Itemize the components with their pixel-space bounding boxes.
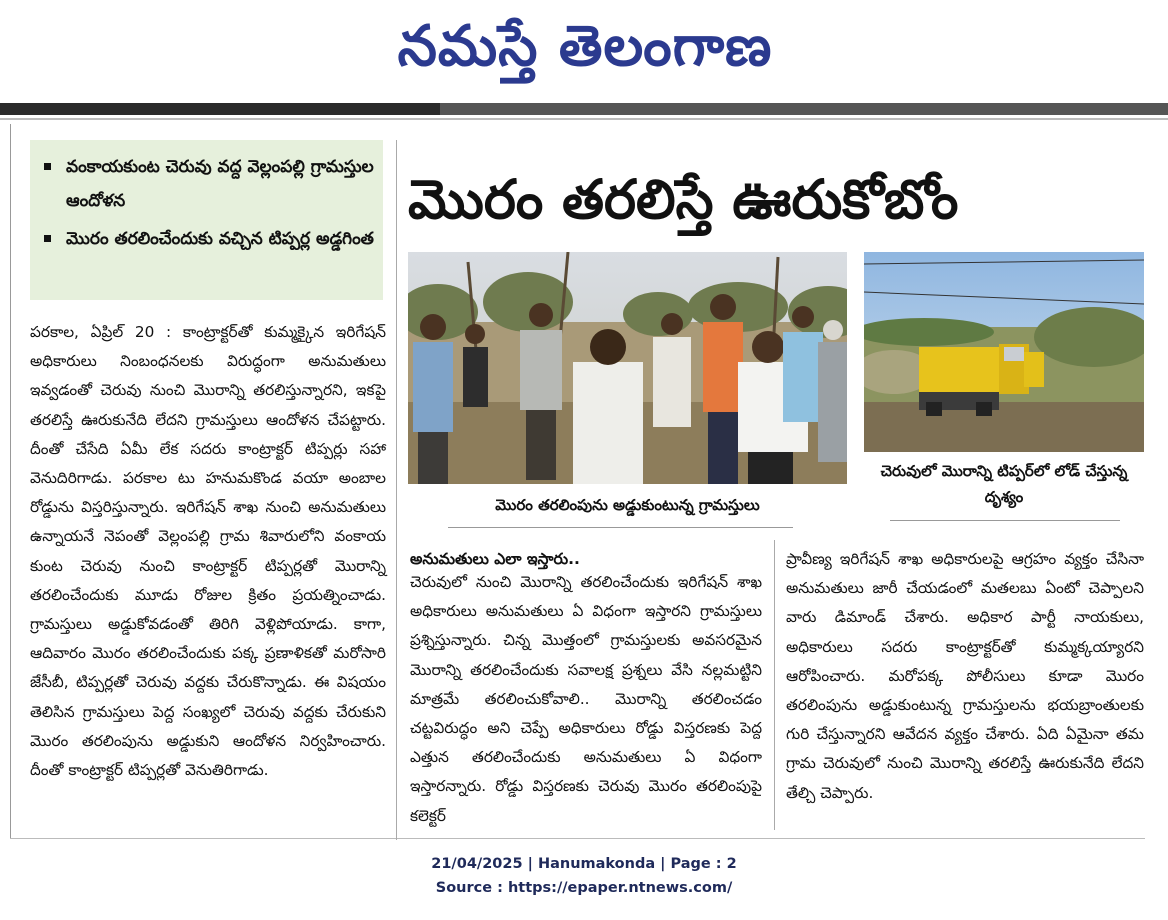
page-bottom-border: [10, 838, 1145, 839]
newspaper-logo: [360, 6, 810, 86]
column-divider: [774, 540, 775, 830]
photo-villagers-protest: [408, 252, 847, 484]
caption-rule: [448, 527, 793, 528]
bullet-icon: [44, 235, 51, 242]
masthead-rule: [0, 103, 1168, 115]
article-subheading: అనుమతులు ఎలా ఇస్తారు..: [410, 550, 580, 568]
masthead-thin-rule: [0, 118, 1168, 120]
highlight-text: వంకాయకుంట చెరువు వద్ద వెల్లంపల్లి గ్రామస్తుల ఆందోళన: [66, 157, 374, 211]
bullet-icon: [44, 163, 51, 170]
column-divider: [396, 140, 397, 840]
article-headline: మొరం తరలిస్తే ఊరుకోబోం: [408, 168, 959, 231]
logo-text: నమస్తే తెలంగాణ: [397, 13, 773, 79]
highlight-item: [44, 150, 374, 218]
page-left-border: [10, 124, 11, 838]
photo-tipper-loading: [864, 252, 1144, 452]
footer-date-line: 21/04/2025 | Hanumakonda | Page : 2: [431, 856, 737, 872]
highlight-text: మొరం తరలించేందుకు వచ్చిన టిప్పర్ల అడ్డగింత: [66, 229, 374, 249]
photo1-caption: మొరం తరలింపును అడ్డుకుంటున్న గ్రామస్తులు: [495, 496, 760, 514]
article-column-1: పరకాల, ఏప్రిల్ 20 : కాంట్రాక్టర్‌తో కుమ్మక్కైన ఇరిగేషన్ అధికారులు నింబంధనలకు విరుద్ధంగా అనుమతులు ఇవ్వడంతో చెరువు నుంచి మొరాన్ని తరలిస్తున్నారని, ఇకపై తరలిస్తే ఊరుకునేది లేదని గ్రామస్తులు ఆందోళన చేపట్టారు. దీంతో చేసేది ఏమీ లేక సదరు కాంట్రాక్టర్ టిప్పర్లు సహా వెనుదిరిగాడు. పరకాల టు హనుమకొండ వయా అంబాల రోడ్డును విస్తరిస్తున్నారు. ఇరిగేషన్ శాఖ నుంచి అనుమతులు ఉన్నాయనే నెపంతో వెల్లంపల్లి గ్రామ శివారులోని వంకాయ కుంట చెరువు నుంచి కాంట్రాక్టర్ టిప్పర్లతో మొరాన్ని తరలించేందుకు మూడు రోజుల క్రితం ప్రయత్నించాడు. గ్రామస్తులు అడ్డుకోవడంతో తిరిగి వెళ్లిపోయాడు. కాగా, ఆదివారం మొరం తరలించేందుకు పక్క ప్రణాళికతో మరోసారి జేసీబీ, టిప్పర్లతో చెరువు వద్దకు చేరుకొన్నాడు. ఈ విషయం తెలిసిన గ్రామస్తులు పెద్ద సంఖ్యలో చెరువు వద్దకు చేరుకుని మొరం తరలింపును అడ్డుకుని ఆందోళన నిర్వహించారు. దీంతో కాంట్రాక్టర్ టిప్పర్లతో వెనుతిరిగాడు.: [30, 323, 386, 780]
caption-rule: [890, 520, 1120, 521]
masthead: [0, 0, 1168, 96]
highlight-item: [44, 222, 374, 256]
footer-source-line: Source : https://epaper.ntnews.com/: [435, 880, 733, 896]
photo2-caption: చెరువులో మొరాన్ని టిప్పర్‌లో లోడ్ చేస్తున్న దృశ్యం: [880, 462, 1128, 506]
article-column-2: చెరువులో నుంచి మొరాన్ని తరలించేందుకు ఇరిగేషన్ శాఖ అధికారులు అనుమతులు ఏ విధంగా ఇస్తారని గ్రామస్తులు ప్రశ్నిస్తున్నారు. చిన్న మొత్తంలో గ్రామస్తులకు అవసరమైన మొరాన్ని తరలించేందుకు సవాలక్ష ప్రశ్నలు వేసి నల్లమట్టిని మాత్రమే తరలించుకోవాలి.. మొరాన్ని తరలించడం చట్టవిరుద్ధం అని చెప్పే అధికారులు రోడ్డు విస్తరణకు పెద్ద ఎత్తున తరలించేందుకు అనుమతులు ఏ విధంగా ఇస్తారన్నారు. రోడ్డు విస్తరణకు చెరువు మొరం తరలింపుపై కలెక్టర్: [410, 573, 762, 825]
highlights-box: [30, 140, 383, 300]
page-footer: [0, 852, 1168, 900]
tipper-photo-image: [864, 252, 1144, 452]
article-column-3: ప్రావీణ్య ఇరిగేషన్ శాఖ అధికారులపై ఆగ్రహం వ్యక్తం చేసినా అనుమతులు జారీ చేయడంలో మతలబు ఏంటో చెప్పాలని వారు డిమాండ్ చేశారు. అధికార పార్టీ నాయకులు, అధికారులు సదరు కాంట్రాక్టర్‌తో కుమ్మక్కయ్యారని ఆరోపించారు. మరోపక్క పోలీసులు కూడా మొరం తరలింపును అడ్డుకుంటున్న గ్రామస్తులను భయబ్రాంతులకు గురి చేస్తున్నారని ఆవేదన వ్యక్తం చేశారు. ఏది ఏమైనా తమ గ్రామ చెరువులో నుంచి మొరాన్ని తరలిస్తే ఊరుకునేది లేదని తేల్చి చెప్పారు.: [786, 550, 1144, 802]
villagers-photo-image: [408, 252, 847, 484]
